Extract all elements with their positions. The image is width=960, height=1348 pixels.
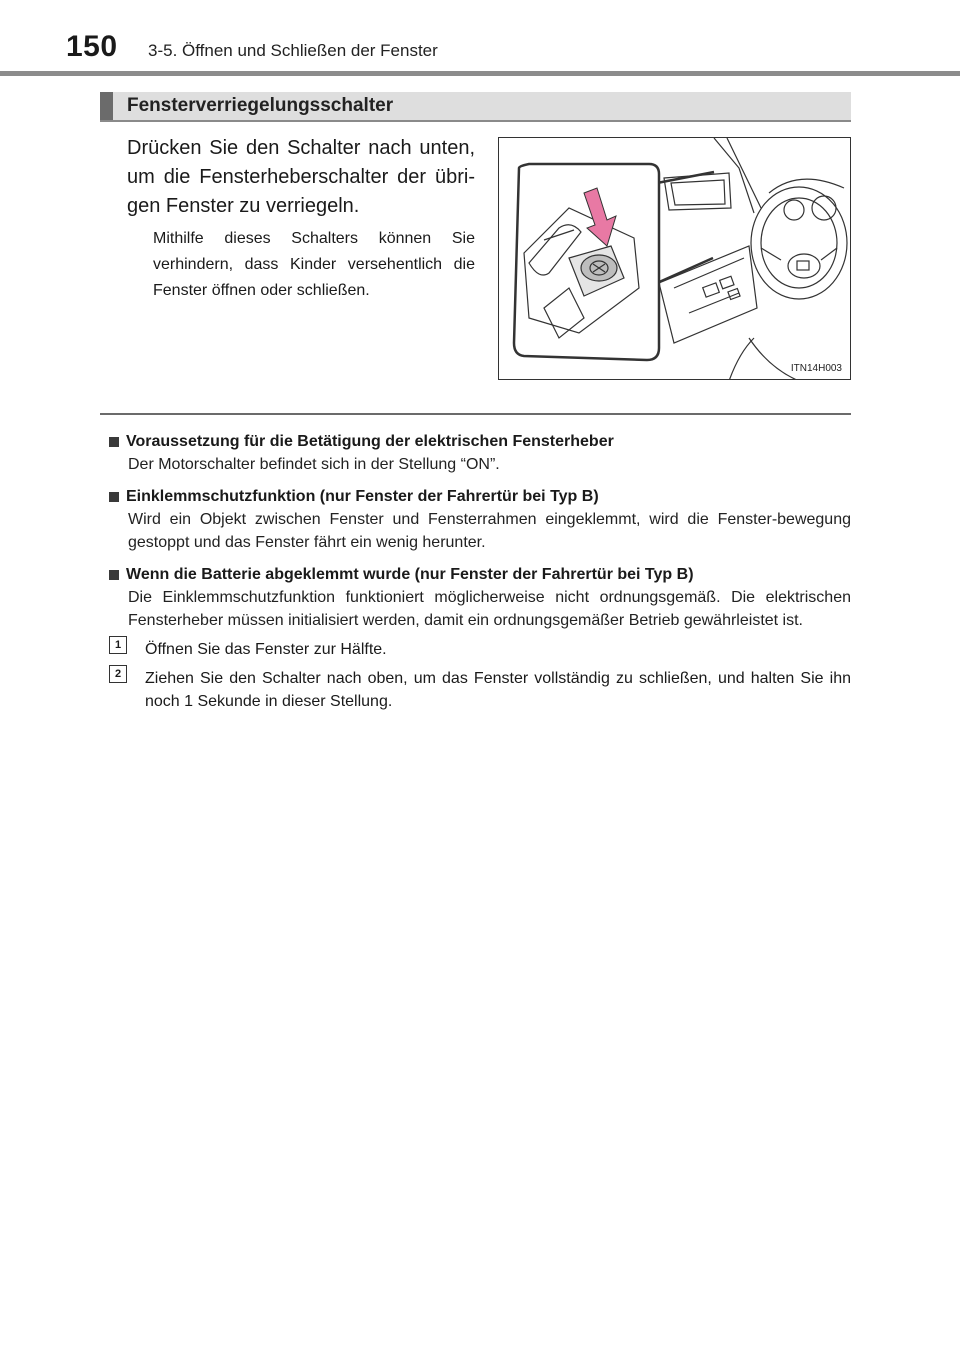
step-number-badge: 2 <box>109 665 127 683</box>
info-heading-text: Einklemmschutzfunktion (nur Fenster der Fahrertür bei Typ B) <box>126 488 599 505</box>
intro-paragraph: Drücken Sie den Schalter nach unten, um die Fensterheberschalter der übri-gen Fenster zu verriegeln. <box>127 137 475 217</box>
step-number-badge: 1 <box>109 636 127 654</box>
page-number: 150 <box>66 30 118 63</box>
info-text: Der Motorschalter befindet sich in der Stellung “ON”. <box>128 456 500 473</box>
info-heading-text: Wenn die Batterie abgeklemmt wurde (nur Fenster der Fahrertür bei Typ B) <box>126 566 694 583</box>
section-title: Fensterverriegelungsschalter <box>127 95 394 116</box>
chapter-title: 3-5. Öffnen und Schließen der Fenster <box>148 41 438 60</box>
square-bullet-icon <box>109 570 119 580</box>
info-heading <box>109 485 851 508</box>
square-bullet-icon <box>109 492 119 502</box>
square-bullet-icon <box>109 437 119 447</box>
header-rule <box>0 71 960 76</box>
info-heading <box>109 563 851 586</box>
step-text: Öffnen Sie das Fenster zur Hälfte. <box>145 641 387 658</box>
section-divider <box>100 413 851 415</box>
note-paragraph: Mithilfe dieses Schalters können Sie verhindern, dass Kinder versehentlich die Fenster öffnen oder schließen. <box>153 230 475 299</box>
info-block <box>109 430 851 476</box>
info-text: Die Einklemmschutzfunktion funktioniert möglicherweise nicht ordnungsgemäß. Die elektrischen Fensterheber müssen initialisiert werden, damit ein ordnungsgemäßer Betrieb gewährleistet ist. <box>128 589 851 629</box>
info-block <box>109 563 851 713</box>
section-accent <box>100 92 113 120</box>
step-item <box>109 638 851 661</box>
info-heading-text: Voraussetzung für die Betätigung der elektrischen Fensterheber <box>126 433 614 450</box>
figure-code: ITN14H003 <box>790 363 842 374</box>
info-block <box>109 485 851 554</box>
info-section <box>109 430 851 722</box>
section-heading-bar <box>100 92 851 122</box>
info-heading <box>109 430 851 453</box>
step-item <box>109 667 851 713</box>
car-interior-drawing <box>499 138 851 380</box>
step-text: Ziehen Sie den Schalter nach oben, um das Fenster vollständig zu schließen, und halten Sie ihn noch 1 Sekunde in dieser Stellung. <box>145 670 851 710</box>
window-lock-switch-illustration <box>498 137 851 380</box>
info-text: Wird ein Objekt zwischen Fenster und Fensterrahmen eingeklemmt, wird die Fenster-bewegung gestoppt und das Fenster fährt ein wenig herunter. <box>128 511 851 551</box>
